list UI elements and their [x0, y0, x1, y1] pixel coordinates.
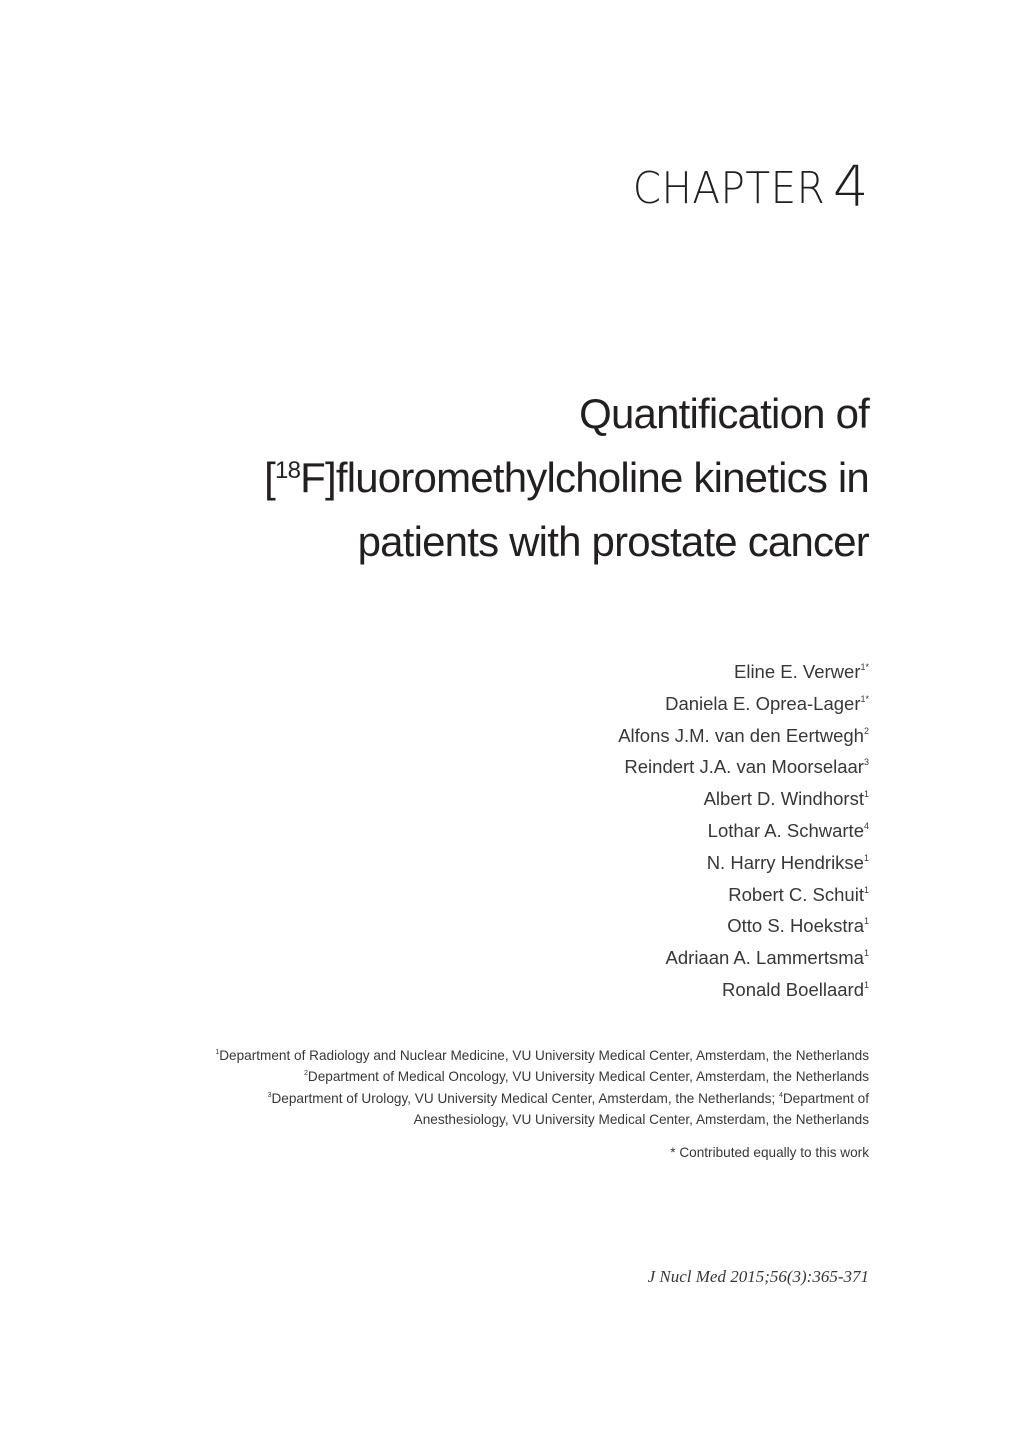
- affiliation-text: Department of Urology, VU University Medical Center, Amsterdam, the Netherlands;: [271, 1090, 779, 1106]
- author-name: [618, 751, 869, 783]
- title-bracket: [: [264, 454, 276, 501]
- author-name-text: Alfons J.M. van den Eertwegh: [618, 724, 864, 746]
- title-line-2: [149, 446, 869, 510]
- author-name-text: Robert C. Schuit: [728, 883, 864, 905]
- author-name: [618, 847, 869, 879]
- author-affiliation-mark: 1: [863, 916, 869, 927]
- author-name-text: Lothar A. Schwarte: [707, 819, 864, 841]
- author-name: [618, 942, 869, 974]
- author-name-text: Adriaan A. Lammertsma: [665, 947, 864, 969]
- affiliation-mark: 4: [778, 1091, 783, 1099]
- author-name-text: Daniela E. Oprea-Lager: [665, 692, 861, 714]
- author-name: [618, 688, 869, 720]
- chapter-label: CHAPTER: [632, 163, 825, 214]
- author-affiliation-mark: 1: [863, 884, 869, 895]
- affiliation-list: [109, 1045, 869, 1130]
- author-list: [618, 656, 869, 1006]
- author-affiliation-mark: 1*: [860, 693, 869, 704]
- author-affiliation-mark: 1: [863, 979, 869, 990]
- affiliation-mark: 3: [267, 1091, 272, 1099]
- author-name: [618, 783, 869, 815]
- affiliation-3-4: [109, 1088, 869, 1109]
- author-name: [618, 879, 869, 911]
- author-affiliation-mark: 1*: [860, 662, 869, 672]
- affiliation-2: [109, 1066, 869, 1087]
- article-title: [149, 382, 869, 574]
- affiliation-1: [109, 1045, 869, 1066]
- title-line-1: Quantification of: [579, 390, 869, 437]
- affiliation-text: Department of Medical Oncology, VU University Medical Center, Amsterdam, the Netherlands: [307, 1069, 869, 1085]
- affiliation-text: Department of Radiology and Nuclear Medicine, VU University Medical Center, Amsterdam, the Netherlands: [219, 1048, 869, 1063]
- author-name: [618, 815, 869, 847]
- author-name-text: Ronald Boellaard: [722, 978, 864, 1000]
- author-affiliation-mark: 4: [863, 820, 869, 831]
- affiliation-4-continued: Anesthesiology, VU University Medical Center, Amsterdam, the Netherlands: [413, 1111, 869, 1127]
- chapter-heading: [616, 155, 869, 220]
- author-name-text: Reindert J.A. van Moorselaar: [624, 756, 864, 778]
- equal-contribution-note: * Contributed equally to this work: [670, 1145, 869, 1160]
- affiliation-text: Department of: [782, 1090, 869, 1106]
- title-compound: F]fluoromethylcholine kinetics in: [300, 454, 869, 501]
- author-name: [618, 974, 869, 1006]
- author-name-text: Eline E. Verwer: [734, 661, 861, 682]
- isotope-superscript: 18: [275, 457, 301, 484]
- author-name: [618, 720, 869, 752]
- author-affiliation-mark: 1: [863, 948, 869, 959]
- author-affiliation-mark: 2: [863, 725, 869, 736]
- author-name-text: N. Harry Hendrikse: [706, 851, 864, 873]
- affiliation-mark: 1: [215, 1049, 220, 1056]
- author-name: [618, 656, 869, 688]
- title-line-3: patients with prostate cancer: [357, 518, 869, 565]
- author-affiliation-mark: 3: [863, 757, 869, 768]
- chapter-number: 4: [832, 155, 869, 220]
- affiliation-mark: 2: [303, 1070, 308, 1078]
- author-name-text: Albert D. Windhorst: [703, 788, 864, 810]
- journal-citation: J Nucl Med 2015;56(3):365-371: [647, 1267, 869, 1286]
- author-affiliation-mark: 1: [863, 789, 869, 800]
- author-affiliation-mark: 1: [863, 852, 869, 863]
- author-name-text: Otto S. Hoekstra: [727, 915, 864, 937]
- author-name: [618, 910, 869, 942]
